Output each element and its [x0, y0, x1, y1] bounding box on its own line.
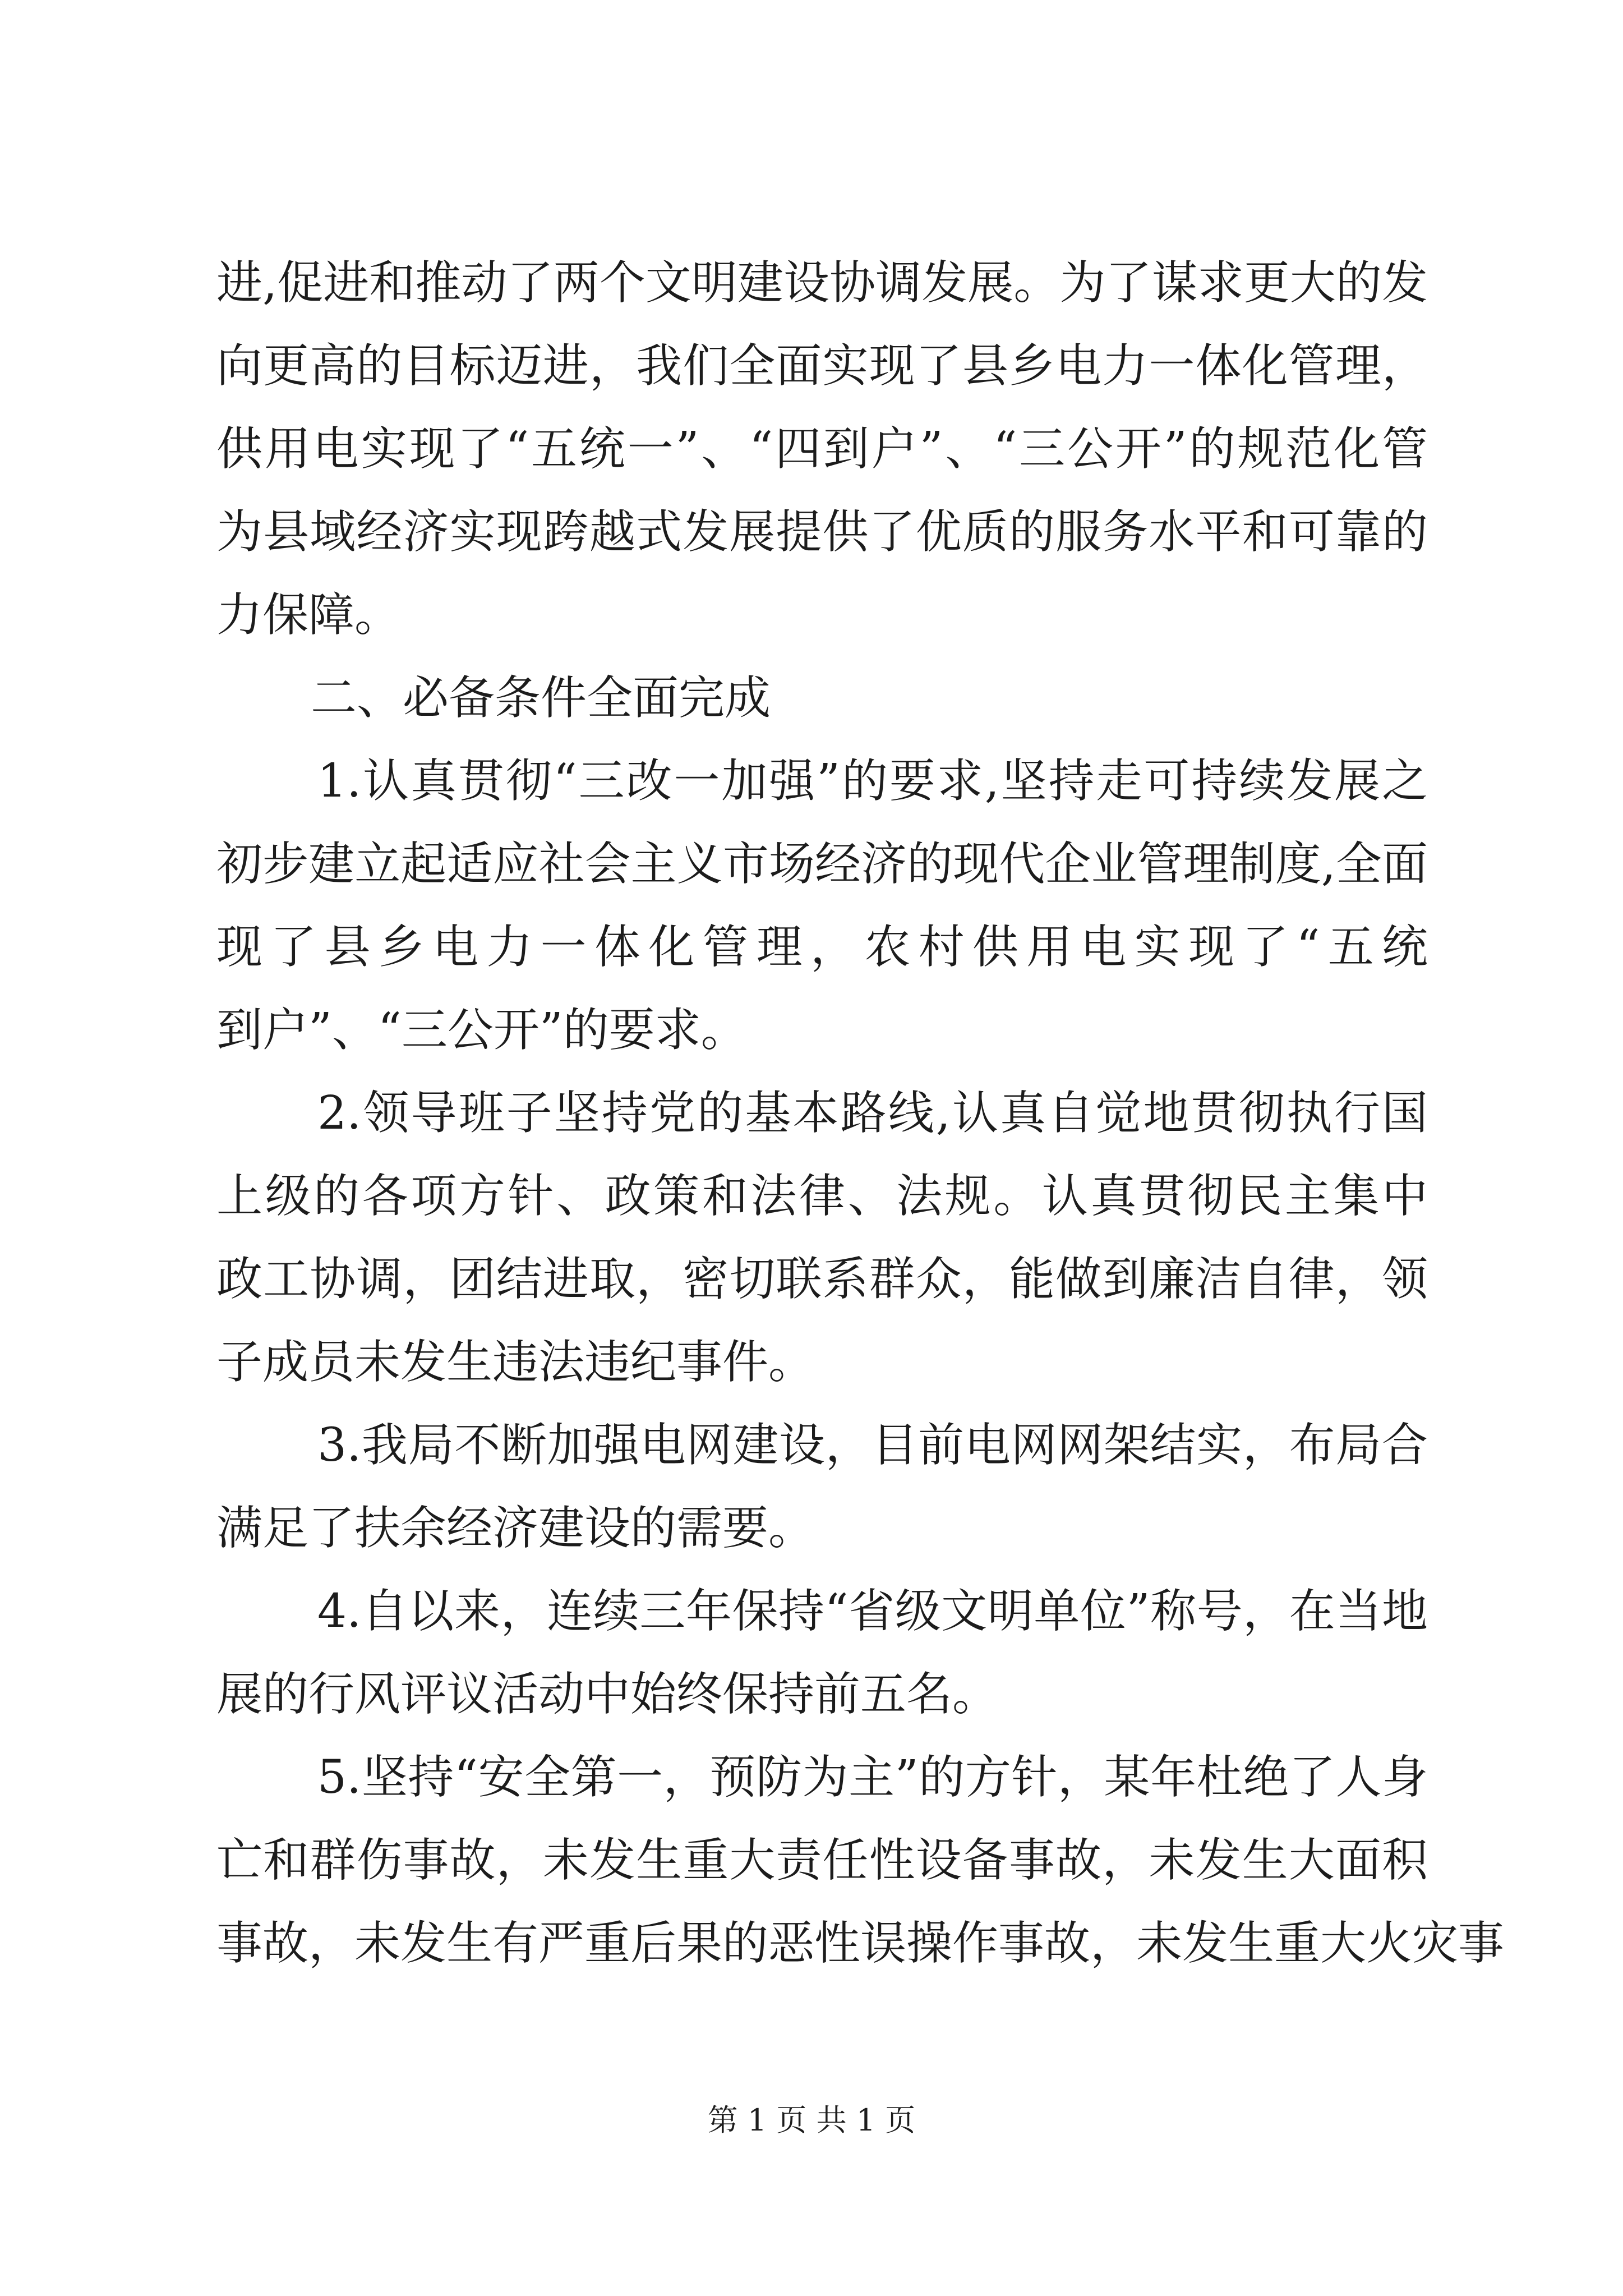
text-line: 初步建立起适应社会主义市场经济的现代企业管理制度,全面	[216, 838, 1428, 891]
page-footer: 第 1 页 共 1 页	[707, 2102, 916, 2138]
text-line: 亡和群伤事故，未发生重大责任性设备事故，未发生大面积	[216, 1834, 1428, 1887]
text-line: 3.我局不断加强电网建设，目前电网网架结实，布局合	[317, 1419, 1428, 1472]
text-line: 4.自以来，连续三年保持“省级文明单位”称号，在当地	[317, 1585, 1428, 1638]
paragraph	[216, 1418, 1428, 1557]
document-body	[216, 255, 1505, 1972]
paragraph	[216, 1085, 1428, 1391]
text-line: 力保障。	[216, 588, 401, 642]
text-line: 政工协调，团结进取，密切联系群众，能做到廉洁自律，领	[216, 1253, 1428, 1306]
text-line: 事故，未发生有严重后果的恶性误操作事故，未发生重大火灾事	[216, 1917, 1505, 1970]
paragraph	[216, 753, 1428, 1059]
text-line: 满足了扶余经济建设的需要。	[216, 1502, 815, 1555]
section-heading	[216, 670, 1428, 726]
text-line: 上级的各项方针、政策和法律、法规。认真贯彻民主集中	[216, 1170, 1428, 1223]
text-line: 1.认真贯彻“三改一加强”的要求,坚持走可持续发展之	[317, 754, 1428, 808]
text-line: 向更高的目标迈进，我们全面实现了县乡电力一体化管理，	[216, 339, 1428, 393]
text-line: 子成员未发生违法违纪事件。	[216, 1336, 815, 1389]
text-line: 5.坚持“安全第一，预防为主”的方针，某年杜绝了人身	[317, 1751, 1428, 1804]
text-line: 为县域经济实现跨越式发展提供了优质的服务水平和可靠的	[216, 505, 1428, 559]
paragraph	[216, 1584, 1428, 1723]
text-line: 2.领导班子坚持党的基本路线,认真自觉地贯彻执行国	[317, 1087, 1428, 1140]
text-line: 展的行风评议活动中始终保持前五名。	[216, 1668, 999, 1721]
paragraph	[216, 1750, 1505, 1972]
text-line: 二、必备条件全面完成	[311, 671, 771, 725]
text-line: 现了县乡电力一体化管理，农村供用电实现了“五统	[216, 921, 1428, 974]
text-line: 进,促进和推动了两个文明建设协调发展。为了谋求更大的发	[216, 256, 1428, 310]
text-line: 供用电实现了“五统一”、“四到户”、“三公开”的规范化管	[216, 422, 1428, 476]
paragraph	[216, 255, 1428, 643]
text-line: 到户”、“三公开”的要求。	[216, 1004, 747, 1057]
